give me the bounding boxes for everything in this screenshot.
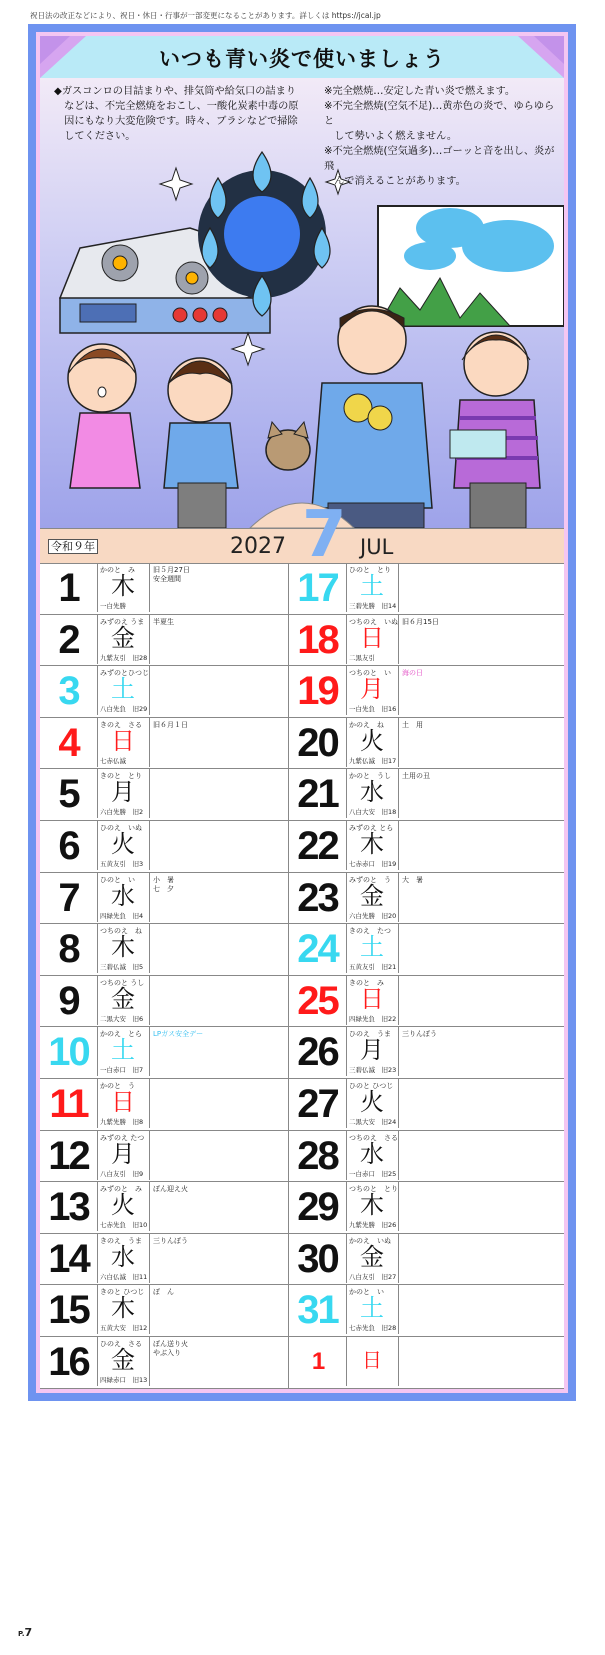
rokuyo-label: 七赤先負 旧28	[349, 1324, 397, 1333]
weekday-label: 木	[360, 1191, 384, 1220]
day-notes	[153, 1185, 188, 1194]
weekday-label: 土	[111, 1036, 135, 1065]
day-info	[98, 718, 150, 767]
kanshi-label: ひのと い	[100, 875, 135, 884]
rokuyo-label: 二黒大安 旧6	[100, 1014, 144, 1023]
rokuyo-label: 八白友引 旧27	[349, 1272, 397, 1281]
day-number: 23	[289, 873, 347, 922]
rokuyo-label: 三碧仏滅 旧23	[349, 1066, 397, 1075]
day-info	[347, 1079, 399, 1128]
kanshi-label: みずのとひつじ	[100, 669, 149, 678]
rokuyo-label: 三碧仏滅 旧5	[100, 963, 144, 972]
day-info	[347, 563, 399, 612]
day-number: 1	[40, 563, 98, 612]
weekday-label: 木	[360, 830, 384, 858]
holiday-disclaimer: 祝日法の改正などにより、祝日・休日・行事が一部変更になることがあります。詳しくは https://jcal.jp	[30, 11, 381, 20]
kanshi-label: きのえ うま	[100, 1236, 142, 1245]
day-row	[289, 821, 564, 873]
day-notes	[402, 721, 423, 730]
day-row	[40, 1234, 288, 1286]
kanshi-label: かのえ いぬ	[349, 1236, 391, 1245]
day-notes	[402, 669, 423, 678]
day-info	[98, 769, 150, 818]
day-notes	[153, 1288, 174, 1297]
day-note: 大 暑	[402, 875, 423, 884]
day-notes	[153, 721, 188, 730]
weekday-label: 月	[111, 778, 135, 807]
weekday-label: 土	[360, 933, 384, 962]
rokuyo-label: 六白仏滅 旧11	[100, 1272, 148, 1281]
day-row	[40, 769, 288, 821]
page-number	[18, 1626, 32, 1639]
day-row	[40, 1285, 288, 1337]
day-number: 13	[40, 1182, 98, 1231]
weekday-label: 日	[362, 1348, 382, 1372]
day-note: 土用の丑	[402, 772, 430, 781]
day-number: 31	[289, 1285, 347, 1334]
day-number: 11	[40, 1079, 98, 1128]
day-note: ぼ ん	[153, 1288, 174, 1297]
day-number: 29	[289, 1182, 347, 1231]
day-info	[347, 1182, 399, 1231]
day-note: 小 暑	[153, 875, 174, 884]
rokuyo-label: 五黄友引 旧3	[100, 860, 144, 868]
page-number-value: 7	[24, 1626, 33, 1639]
day-notes	[402, 618, 439, 627]
kanshi-label: つちのえ ね	[100, 927, 142, 936]
day-number: 21	[289, 769, 347, 818]
kanshi-label: つちのと うし	[100, 978, 145, 987]
rokuyo-label: 五黄大安 旧12	[100, 1324, 148, 1333]
day-row	[40, 563, 288, 615]
day-info	[347, 1234, 399, 1283]
calendar-panel	[40, 36, 564, 1389]
day-row	[40, 1027, 288, 1079]
day-info	[98, 1234, 150, 1283]
day-row	[289, 769, 564, 821]
day-number: 27	[289, 1079, 347, 1128]
tip-line: ◆ガスコンロの目詰まりや、排気筒や給気口の詰まり	[54, 86, 296, 97]
weekday-label: 水	[360, 1139, 384, 1168]
weekday-label: 土	[111, 675, 135, 704]
day-info	[98, 1337, 150, 1386]
day-row	[289, 718, 564, 770]
era-label: 令和９年	[48, 539, 98, 554]
rokuyo-label: 六白先勝 旧2	[100, 808, 144, 817]
weekday-label: 水	[111, 881, 135, 910]
day-notes	[153, 618, 174, 627]
rokuyo-label: 七赤赤口 旧19	[349, 860, 397, 868]
day-row	[289, 1285, 564, 1337]
kanshi-label: ひのと ひつじ	[349, 1082, 394, 1090]
day-row	[40, 718, 288, 770]
kanshi-label: かのと い	[349, 1288, 384, 1297]
day-row	[289, 873, 564, 925]
day-row	[289, 1234, 564, 1286]
weekday-label: 金	[111, 984, 135, 1013]
day-number: 1	[289, 1337, 347, 1386]
day-info	[98, 1285, 150, 1334]
page-prefix: P.	[18, 1630, 25, 1638]
rokuyo-label: 一白赤口 旧25	[349, 1169, 397, 1178]
day-number: 16	[40, 1337, 98, 1386]
kanshi-label: みずのえ たつ	[100, 1133, 145, 1142]
tip-line: 因にもなり大変危険です。時々、ブラシなどで掃除	[54, 116, 298, 127]
day-number: 18	[289, 615, 347, 664]
weekday-label: 日	[360, 623, 384, 652]
day-number: 26	[289, 1027, 347, 1076]
day-row	[40, 1131, 288, 1183]
day-info	[98, 1131, 150, 1180]
weekday-label: 金	[111, 623, 135, 652]
rokuyo-label: 二黒大安 旧24	[349, 1118, 397, 1126]
day-info	[98, 615, 150, 664]
kanshi-label: つちのと とり	[349, 1185, 398, 1194]
title-banner	[40, 36, 564, 78]
kanshi-label: ひのえ いぬ	[100, 824, 142, 832]
day-row	[40, 666, 288, 718]
rokuyo-label: 九紫先勝 旧26	[349, 1221, 397, 1230]
rokuyo-label: 四緑赤口 旧13	[100, 1376, 148, 1384]
day-number: 20	[289, 718, 347, 767]
day-row	[289, 976, 564, 1028]
day-number: 25	[289, 976, 347, 1025]
kanshi-label: かのえ とら	[100, 1030, 142, 1039]
day-row	[289, 563, 564, 615]
kanshi-label: みずのと み	[100, 1185, 142, 1194]
rokuyo-label: 四緑先負 旧22	[349, 1014, 397, 1023]
weekday-label: 金	[360, 881, 384, 910]
day-row	[289, 924, 564, 976]
rokuyo-label: 九紫友引 旧28	[100, 653, 148, 662]
day-note: 旧６月15日	[402, 617, 439, 626]
weekday-label: 日	[360, 984, 384, 1013]
day-info	[347, 769, 399, 818]
day-info	[98, 873, 150, 922]
day-notes	[402, 876, 423, 885]
day-row	[40, 873, 288, 925]
kanshi-label: きのえ たつ	[349, 927, 391, 936]
day-info	[347, 1027, 399, 1076]
day-note: 旧５月27日	[153, 566, 190, 574]
rokuyo-label: 五黄友引 旧21	[349, 963, 397, 972]
day-number: 28	[289, 1131, 347, 1180]
day-notes	[153, 1340, 188, 1358]
tip-line: などは、不完全燃焼をおこし、一酸化炭素中毒の原	[54, 101, 299, 112]
day-info	[347, 873, 399, 922]
day-number: 24	[289, 924, 347, 973]
rokuyo-label: 七赤仏滅	[100, 756, 126, 765]
kanshi-label: きのと み	[349, 978, 384, 987]
day-notes	[153, 1030, 203, 1039]
kanshi-label: かのと うし	[349, 772, 391, 781]
kanshi-label: ひのえ うま	[349, 1030, 391, 1039]
tips-right	[324, 84, 560, 189]
day-note: ぼん送り火	[153, 1340, 188, 1348]
kanshi-label: つちのえ さる	[349, 1133, 398, 1142]
day-number: 8	[40, 924, 98, 973]
weekday-label: 日	[111, 726, 135, 755]
day-info	[347, 718, 399, 767]
day-number: 7	[40, 873, 98, 922]
rokuyo-label: 九紫仏滅 旧17	[349, 756, 397, 765]
kanshi-label: きのと とり	[100, 772, 142, 781]
kanshi-label: ひのと とり	[349, 566, 391, 574]
day-note: 三りんぼう	[402, 1030, 437, 1039]
tips-left	[54, 84, 316, 144]
kanshi-label: きのえ さる	[100, 720, 142, 729]
weekday-label: 水	[360, 778, 384, 807]
day-number: 3	[40, 666, 98, 715]
weekday-label: 火	[360, 1088, 384, 1116]
day-info	[98, 924, 150, 973]
day-number: 30	[289, 1234, 347, 1283]
kanshi-label: かのと み	[100, 566, 135, 574]
day-notes	[402, 1030, 437, 1039]
year-label: 2027	[230, 534, 286, 559]
day-note: 三りんぼう	[153, 1236, 188, 1245]
tip-line: んで消えることがあります。	[324, 176, 466, 187]
rokuyo-label: 三碧先勝 旧14	[349, 602, 397, 610]
day-note: 海の日	[402, 669, 423, 678]
day-info	[98, 1079, 150, 1128]
weekday-label: 水	[111, 1242, 135, 1271]
day-row	[40, 1182, 288, 1234]
rokuyo-label: 七赤先負 旧10	[100, 1221, 148, 1230]
rokuyo-label: 一白赤口 旧7	[100, 1066, 144, 1075]
weekday-label: 火	[111, 1191, 135, 1220]
kanshi-label: つちのと い	[349, 669, 391, 678]
rokuyo-label: 一白先勝	[100, 602, 126, 610]
day-info	[347, 1131, 399, 1180]
day-row	[40, 1079, 288, 1131]
day-number: 4	[40, 718, 98, 767]
weekday-label: 月	[111, 1139, 135, 1168]
day-info	[98, 1027, 150, 1076]
weekday-label: 土	[360, 572, 384, 600]
day-notes	[153, 876, 174, 894]
month-english: JUL	[360, 535, 394, 559]
day-number: 22	[289, 821, 347, 870]
day-number: 10	[40, 1027, 98, 1076]
day-info	[347, 1285, 399, 1334]
day-row	[40, 1337, 288, 1389]
kanshi-label: みずのえ とら	[349, 824, 394, 832]
day-note: 土 用	[402, 720, 423, 729]
day-row	[289, 1131, 564, 1183]
rokuyo-label: 二黒友引	[349, 653, 375, 662]
day-row	[40, 615, 288, 667]
weekday-label: 金	[360, 1242, 384, 1271]
day-info	[98, 666, 150, 715]
day-info	[347, 1337, 399, 1386]
day-row	[289, 1079, 564, 1131]
weekday-label: 土	[360, 1294, 384, 1323]
day-info	[98, 821, 150, 870]
day-note: 安全週間	[153, 575, 181, 583]
tip-line: ※不完全燃焼(空気過多)…ゴーッと音を出し、炎が飛	[324, 146, 555, 172]
day-row	[40, 821, 288, 873]
kanshi-label: かのと う	[100, 1082, 135, 1090]
day-info	[98, 1182, 150, 1231]
tip-line: ※不完全燃焼(空気不足)…黄赤色の炎で、ゆらゆらと	[324, 101, 555, 127]
weekday-label: 木	[111, 572, 135, 600]
rokuyo-label: 六白先勝 旧20	[349, 911, 397, 920]
kanshi-label: みずのと う	[349, 875, 391, 884]
rokuyo-label: 九紫先勝 旧8	[100, 1118, 144, 1126]
day-info	[347, 976, 399, 1025]
banner-title: いつも青い炎で使いましょう	[159, 47, 445, 71]
tip-line: してください。	[54, 131, 136, 142]
kanshi-label: ひのえ さる	[100, 1340, 142, 1348]
rokuyo-label: 八白先負 旧29	[100, 705, 148, 714]
day-info	[347, 821, 399, 870]
calendar-frame	[28, 24, 576, 1401]
day-number: 15	[40, 1285, 98, 1334]
day-row	[289, 1027, 564, 1079]
day-number: 19	[289, 666, 347, 715]
day-info	[98, 563, 150, 612]
day-note: 七 夕	[153, 884, 174, 893]
kanshi-label: みずのえ うま	[100, 617, 145, 626]
day-note: 半夏生	[153, 617, 174, 626]
tip-line: ※完全燃焼…安定した青い炎で燃えます。	[324, 86, 516, 97]
day-number: 5	[40, 769, 98, 818]
kanshi-label: つちのえ いぬ	[349, 617, 398, 626]
day-notes	[153, 566, 190, 584]
day-number: 9	[40, 976, 98, 1025]
day-info	[347, 666, 399, 715]
weekday-label: 月	[360, 675, 384, 704]
day-number: 2	[40, 615, 98, 664]
day-row	[289, 615, 564, 667]
weekday-label: 金	[111, 1346, 135, 1374]
weekday-label: 木	[111, 933, 135, 962]
day-row	[289, 1337, 564, 1389]
rokuyo-label: 八白友引 旧9	[100, 1169, 144, 1178]
day-row	[40, 924, 288, 976]
day-number: 6	[40, 821, 98, 870]
day-number: 12	[40, 1131, 98, 1180]
rokuyo-label: 八白大安 旧18	[349, 808, 397, 817]
weekday-label: 月	[360, 1036, 384, 1065]
day-number: 17	[289, 563, 347, 612]
day-notes	[153, 1237, 188, 1246]
day-note: LPガス安全デー	[153, 1030, 204, 1039]
day-info	[347, 924, 399, 973]
rokuyo-label: 一白先負 旧16	[349, 705, 397, 714]
weekday-label: 木	[111, 1294, 135, 1323]
day-note: やぶ入り	[153, 1349, 181, 1357]
day-row	[40, 976, 288, 1028]
month-number: 7	[302, 498, 347, 572]
kanshi-label: きのと ひつじ	[100, 1288, 145, 1297]
day-notes	[402, 772, 430, 781]
day-info	[347, 615, 399, 664]
rokuyo-label: 四緑先負 旧4	[100, 911, 144, 920]
tip-line: して勢いよく燃えません。	[324, 131, 458, 142]
weekday-label: 火	[360, 726, 384, 755]
day-row	[289, 1182, 564, 1234]
illustration-area	[40, 78, 564, 528]
day-row	[289, 666, 564, 718]
weekday-label: 日	[111, 1088, 135, 1116]
day-note: ぼん迎え火	[153, 1185, 188, 1194]
weekday-label: 火	[111, 830, 135, 858]
kanshi-label: かのえ ね	[349, 720, 384, 729]
day-note: 旧６月１日	[153, 720, 188, 729]
day-info	[98, 976, 150, 1025]
day-number: 14	[40, 1234, 98, 1283]
